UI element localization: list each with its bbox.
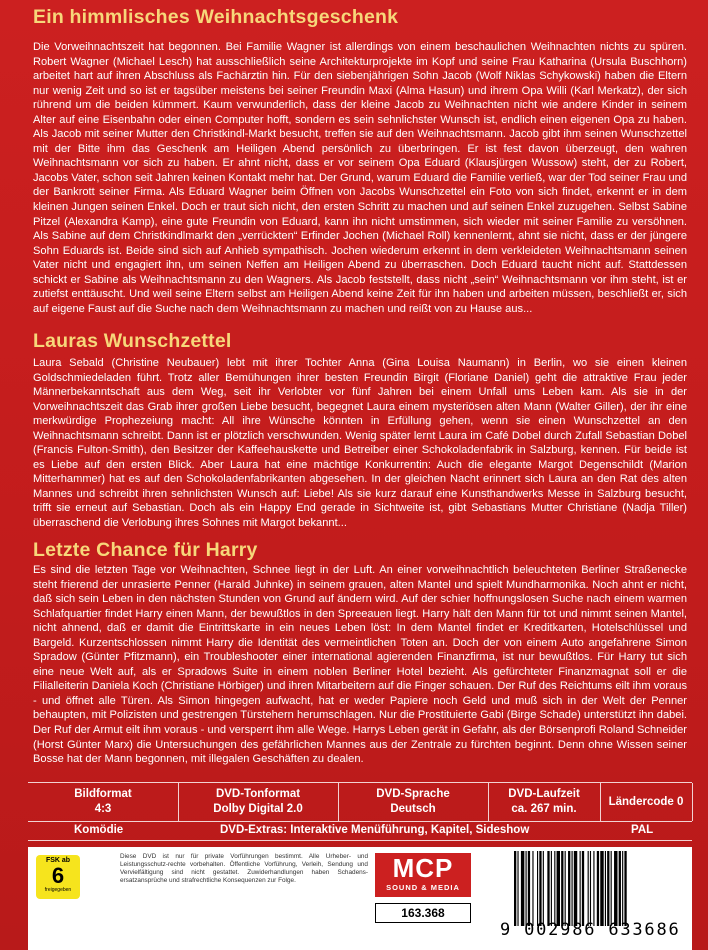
fsk-rating-badge [36, 855, 80, 899]
barcode-bar [624, 851, 626, 926]
laufzeit-value: ca. 267 min. [511, 803, 577, 815]
barcode-bar [537, 851, 538, 926]
barcode-bar [580, 851, 581, 926]
dvd-extras: DVD-Extras: Interaktive Menüführung, Kapitel, Sideshow [220, 824, 530, 836]
genre: Komödie [74, 824, 124, 836]
section-body-harry: Es sind die letzten Tage vor Weihnachten, Schnee liegt in der Luft. An einer vorweihnachtlich beleuchteten Berliner Straßenecke steht frierend der unrasierte Penner (Harald Juhnke) in seinem grauen, alten Mantel und spielt Mundharmonika. Noch ahnt er nicht, daß sich sein Leben in den nächsten Stunden von Grund auf ändern wird. Auf der schier hoffnungslosen Suche nach einem warmen Schlafquartier findet Harry einen Mann, der bewußtlos in den Spreeauen liegt. Harry hält den Mann für tot und nimmt seinen Mantel, nicht ahnend, daß er damit die Eintrittskarte in ein neues Leben löst: In dem Mantel findet er Kreditkarten, Hotelschlüssel und Bargeld. Kurzentschlossen nimmt Harry die Identität des vermeintlichen Toten an. Doch der von einem Auto angefahrene Simon Spradow (Günter Pfitzmann), ein Troubleshooter einer international agierenden Finanzfirma, ist nur bewußtlos. Für Harry tut sich eine neue Welt auf, als er Spradows Suite in einem noblen Berliner Hotel bezieht. Als gefürchteter Finanzmagnat soll er die Filialleiterin Daniela Koch (Christiane Hörbiger) und ihren Mitarbeitern auf die Finger schauen. Der Ruf des Reichtums eilt ihm voraus - und öffnet alle Türen. Als Simon hingegen aufwacht, hat er weder Papiere noch Geld und muß sich in der Welt der Penner behaupten, mit Polizisten und gestrengen Türstehern herumschlagen. Nur die Prostituierte Gabi (Birge Schade) unterstützt ihn dabei. Der Ruf der Armut eilt ihm voraus - und versperrt ihm alle Wege. Harrys Leben gerät in Gefahr, als der Börsenprofi Roland Schneider (Horst Günter Marx) die Untersuchungen des gefährlichen Mannes aus der Zentrale zu fürchten beginnt. Denn ohne Wissen seiner Bosse hat der Mann begonnen, mit illegalen Geschäften zu dealen. [33, 564, 687, 766]
barcode-bar [582, 851, 584, 926]
barcode-bar [547, 851, 549, 926]
barcode-bar [539, 851, 541, 926]
sprache-label: DVD-Sprache [376, 788, 450, 800]
barcode-bar [622, 851, 623, 926]
sprache-value: Deutsch [390, 803, 436, 815]
section-body-weihnachtsgeschenk: Die Vorweihnachtszeit hat begonnen. Bei Familie Wagner ist allerdings von einem beschaulichen Weihnachten nichts zu spüren. Robert Wagner (Michael Lesch) hat ausschließlich seine Architekturprojekte im Kopf und seine Frau Katharina (Ursula Buschhorn) arbeitet hart auf ihren Abschluss als Fachärztin hin. Für den siebenjährigen Sohn Jacob (Wolf Niklas Schykowski) haben die Eltern nur wenig Zeit und so ist er tagsüber meistens bei seiner Freundin Maxi (Alma Hasun) und ihrem Opa Willi (Karl Merkatz), der sich rührend um die beiden kümmert. Kaum verwunderlich, dass der kleine Jacob zu Weihnachten nicht wie andere Kinder in seinem Alter auf eine Eisenbahn oder einen Computer hofft, sondern es sein sehnlichster Wunsch ist, endlich einen eigenen Opa zu haben. Als Jacob mit seiner Mutter den Christkindl-Markt besucht, treffen sie auf den Weihnachtsmann. Jacob gibt ihm seinen Wunschzettel mit der Bitte ihm das Geschenk am Heiligen Abend persönlich zu überbringen. Er ist fest davon überzeugt, den wahren Weihnachtsmann vor sich zu haben. Er ahnt nicht, dass er vor seinem Opa Eduard (Klausjürgen Wussow) steht, der zu Robert, Jacobs Vater, schon seit Jahren keinen Kontakt mehr hat. Der Grund, warum Eduard die Familie verließ, war der Tod seiner Frau und der Bankrott seiner Firma. Als Eduard Wagner beim Öffnen von Jacobs Wunschzettel ein Foto von sich findet, erkennt er in dem kleinen Jungen seinen Enkel. Doch er traut sich nicht, den ersten Schritt zu machen und auf seinen Enkel zuzugehen. Selbst Sabine Pitzel (Alexandra Kamp), eine gute Freundin von Eduard, kann ihn nicht umstimmen, sich wieder mit seiner Familie zu versöhnen. Als Sabine auf dem Christkindlmarkt den „verrückten“ Erfinder Jochen (Michael Roll) kennenlernt, ahnt sie nicht, dass er der jüngere Sohn Eduards ist. Beide sind sich auf Anhieb sympathisch. Jochen wiederum erkennt in dem verkleideten Weihnachtsmann seinen Vater nicht und engagiert ihn, um seinen Neffen am Heiligen Abend zu überraschen. Doch Eduard taucht nicht auf. Stattdessen schickt er Sabine als Weihnachtsmann zu den Wagners. Als Jacob feststellt, dass nicht „sein“ Weihnachtsmann vor ihm steht, ist er zutiefst enttäuscht. Und weil seine Eltern selbst am Heiligen Abend keine Zeit für ihn haben und arbeiten müssen, beschließt er, sich auf eigene Faust auf die Suche nach dem Weihnachtsmann zu machen und reißt von zu Hause aus... [33, 41, 687, 315]
copyright-disclaimer: Diese DVD ist nur für private Vorführungen bestimmt. Alle Urheber- und Leistungsschutz-rechte vorbehalten. Öffentliche Vorführung, Verleih, Sendung und Vervielfältigung sind nicht gestattet. Zuwiderhandlungen haben Schadens-ersatzansprüche und strafrechtliche Konsequenzen zur Folge. [120, 853, 368, 885]
barcode-digits: 9 002986 633686 [500, 920, 681, 940]
barcode-bar [597, 851, 599, 926]
bildformat-label: Bildformat [74, 788, 132, 800]
mcp-logo-name: MCP [392, 853, 454, 883]
barcode-bar [572, 851, 573, 926]
fsk-age: 6 [51, 863, 65, 888]
info-row-genre-extras [28, 821, 692, 841]
barcode-bar [554, 851, 555, 926]
bildformat-value: 4:3 [94, 803, 112, 815]
info-sprache [338, 783, 489, 821]
video-norm: PAL [631, 824, 654, 836]
barcode-bar [557, 851, 560, 926]
tonformat-label: DVD-Tonformat [215, 788, 301, 800]
barcode-bar [619, 851, 621, 926]
legal-strip [28, 847, 692, 950]
info-laendercode [600, 783, 693, 821]
barcode-bar [568, 851, 570, 926]
dvd-info-table [28, 782, 692, 841]
mcp-logo-sub: SOUND & MEDIA [386, 883, 460, 892]
barcode-bar [607, 851, 609, 926]
laufzeit-label: DVD-Laufzeit [508, 788, 580, 800]
catalog-number: 163.368 [375, 903, 471, 923]
fsk-label: FSK ab [45, 857, 71, 864]
info-laufzeit [488, 783, 601, 821]
barcode-bar [543, 851, 544, 926]
barcode-bar [574, 851, 577, 926]
laendercode-value: Ländercode 0 [608, 795, 684, 808]
barcode-bar [528, 851, 530, 926]
barcode-bar [514, 851, 516, 926]
barcode-bar [590, 851, 591, 926]
barcode-bar [600, 851, 603, 926]
barcode-icon [512, 851, 682, 926]
info-tonformat [178, 783, 339, 821]
barcode-bar [517, 851, 518, 926]
barcode-bar [521, 851, 524, 926]
barcode-bar [561, 851, 563, 926]
barcode-bar [565, 851, 566, 926]
barcode-bar [551, 851, 552, 926]
section-title-wunschzettel: Lauras Wunschzettel [33, 330, 232, 352]
barcode-bar [588, 851, 589, 926]
section-title-harry: Letzte Chance für Harry [33, 539, 258, 561]
mcp-logo [375, 853, 471, 897]
barcode-bar [526, 851, 527, 926]
section-body-wunschzettel: Laura Sebald (Christine Neubauer) lebt mit ihrer Tochter Anna (Gina Louisa Naumann) in Berlin, wo sie einen kleinen Goldschmiedeladen führt. Trotz aller Bemühungen ihrer besten Freundin Birgit (Floriane Daniel) geht die attraktive Frau jeder Männerbekanntschaft aus dem Weg, seit ihr Verlobter vor fünf Jahren bei einem Unfall ums Leben kam. Als sie in der Vorweihnachtszeit das Grab ihrer großen Liebe besucht, begegnet Laura einem mysteriösen alten Mann (Walter Giller), der ihr eine merkwürdige Prophezeiung macht: All ihre Wünsche könnten in Erfüllung gehen, wenn sie einen Wunschzettel an den Weihnachtsmann schreibt. Dann ist er plötzlich verschwunden. Wenig später lernt Laura im Café Dobel durch Zufall Sebastian Dobel (Francis Fulton-Smith), den Besitzer der Kaffeehauskette und Betreiber einer Schokoladenfabrik in Salzburg, kennen. Für beide ist es Liebe auf den ersten Blick. Aber Laura hat eine mächtige Konkurrentin: Auch die elegante Margot Degenschildt (Marion Mitterhammer) hat es auf den Schokoladenfabrikanten abgesehen. In der gleichen Nacht erinnert sich Laura an den Rat des alten Mannes und schreibt ihren sehnlichsten Wunsch auf: Liebe! Als sie kurz darauf eine Kunsthandwerks Messe in Salzburg besucht, trifft sie erneut auf Sebastian. Doch als ein Happy End gerade in Sichtweite ist, gibt Sebastians Mutter Christiane (Nadja Tiller) überraschend die Verlobung ihres Sohnes mit Margot bekannt... [33, 357, 687, 530]
barcode-bar [593, 851, 594, 926]
tonformat-value: Dolby Digital 2.0 [213, 803, 303, 815]
info-bildformat [28, 783, 179, 821]
barcode-bar [532, 851, 533, 926]
section-title-weihnachtsgeschenk: Ein himmlisches Weihnachtsgeschenk [33, 6, 399, 28]
barcode-bar [605, 851, 606, 926]
barcode-bar [614, 851, 617, 926]
barcode-bar [611, 851, 612, 926]
fsk-bottom-text: freigegeben [44, 887, 72, 893]
